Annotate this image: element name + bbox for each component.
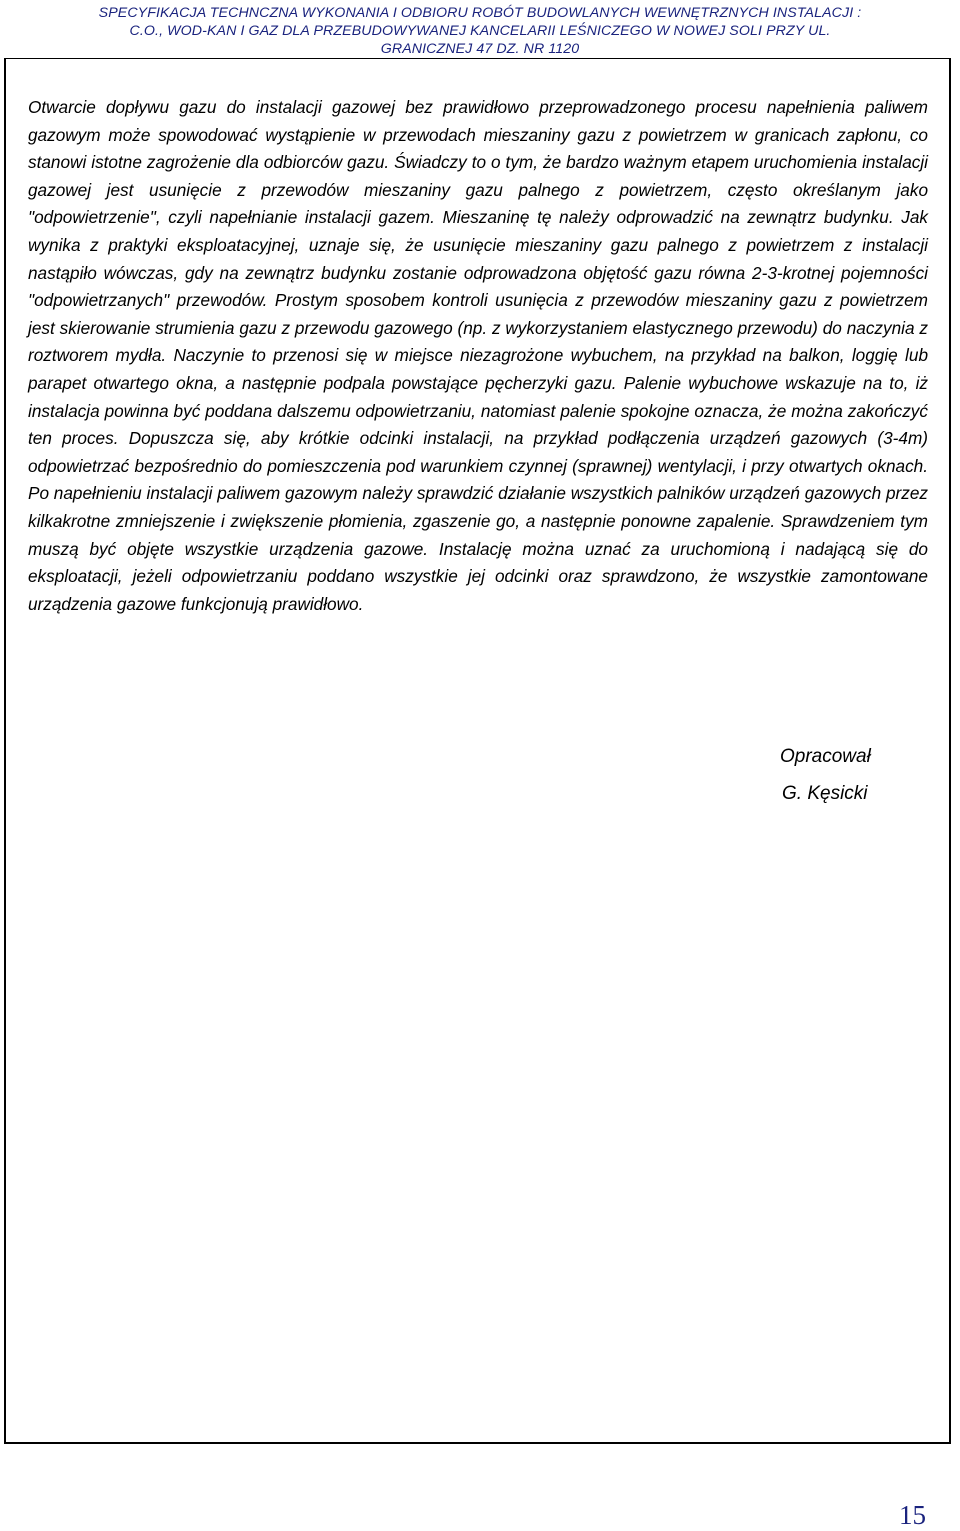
header-line-1: SPECYFIKACJA TECHNCZNA WYKONANIA I ODBIORU ROBÓT BUDOWLANYCH WEWNĘTRZNYCH INSTALACJI :	[98, 5, 862, 21]
signature-label: Opracował	[780, 746, 871, 767]
header-line-2: C.O., WOD-KAN I GAZ DLA PRZEBUDOWYWANEJ KANCELARII LEŚNICZEGO W NOWEJ SOLI PRZY UL.	[129, 23, 831, 39]
signature-block	[780, 738, 871, 812]
document-header	[0, 4, 960, 58]
signature-author: G. Kęsicki	[782, 783, 868, 804]
header-line-3: GRANICZNEJ 47 DZ. NR 1120	[380, 41, 580, 57]
page-number: 15	[899, 1500, 926, 1530]
body-paragraph: Otwarcie dopływu gazu do instalacji gazowej bez prawidłowo przeprowadzonego procesu napełnienia paliwem gazowym może spowodować wystąpienie w przewodach mieszaniny gazu z powietrzem w granicach zapłonu, co stanowi istotne zagrożenie dla odbiorców gazu. Świadczy to o tym, że bardzo ważnym etapem uruchomienia instalacji gazowej jest usunięcie z przewodów mieszaniny gazu palnego z powietrzem, często określanym jako "odpowietrzenie", czyli napełnianie instalacji gazem. Mieszaninę tę należy odprowadzić na zewnątrz budynku. Jak wynika z praktyki eksploatacyjnej, uznaje się, że usunięcie mieszaniny gazu palnego z powietrzem z instalacji nastąpiło wówczas, gdy na zewnątrz budynku zostanie odprowadzona objętość gazu równa 2-3-krotnej pojemności "odpowietrzanych" przewodów. Prostym sposobem kontroli usunięcia z przewodów mieszaniny gazu z powietrzem jest skierowanie strumienia gazu z przewodu gazowego (np. z wykorzystaniem elastycznego przewodu) do naczynia z roztworem mydła. Naczynie to przenosi się w miejsce niezagrożone wybuchem, na przykład na balkon, loggię lub parapet otwartego okna, a następnie podpala powstające pęcherzyki gazu. Palenie wybuchowe wskazuje na to, iż instalacja powinna być poddana dalszemu odpowietrzaniu, natomiast palenie spokojne oznacza, że można zakończyć ten proces. Dopuszcza się, aby krótkie odcinki instalacji, na przykład podłączenia urządzeń gazowych (3-4m) odpowietrzać bezpośrednio do pomieszczenia pod warunkiem czynnej (sprawnej) wentylacji, i przy otwartych oknach. Po napełnieniu instalacji paliwem gazowym należy sprawdzić działanie wszystkich palników urządzeń gazowych przez kilkakrotne zmniejszenie i zwiększenie płomienia, zgaszenie go, a następnie ponowne zapalenie. Sprawdzeniem tym muszą być objęte wszystkie urządzenia gazowe. Instalację można uznać za uruchomioną i nadającą się do eksploatacji, jeżeli odpowietrzaniu poddano wszystkie jej odcinki oraz sprawdzono, że wszystkie zamontowane urządzenia gazowe funkcjonują prawidłowo.	[28, 97, 928, 614]
